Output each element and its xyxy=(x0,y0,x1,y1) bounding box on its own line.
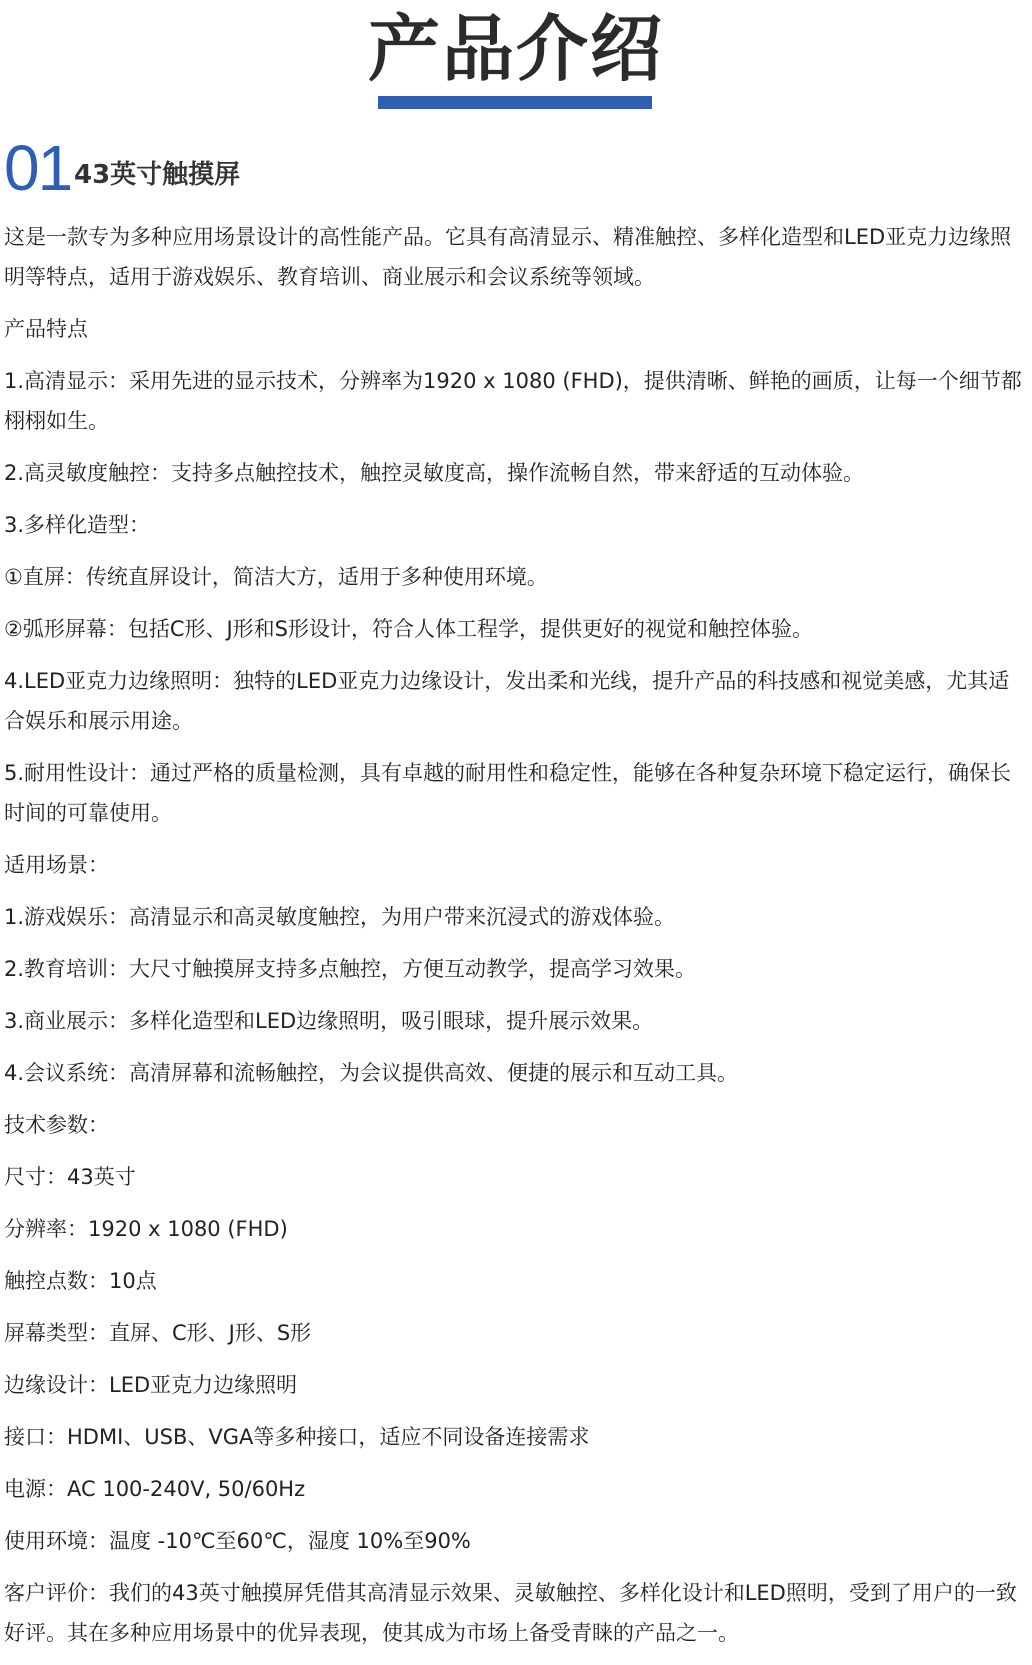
feature-item: 1.高清显示：采用先进的显示技术，分辨率为1920 x 1080 (FHD)，提供清晰、鲜艳的画质，让每一个细节都栩栩如生。 xyxy=(4,369,1022,433)
title-underline-bar xyxy=(378,96,652,109)
section-title: 43英寸触摸屏 xyxy=(74,160,241,190)
page-title: 产品介绍 xyxy=(367,7,664,91)
specs-heading: 技术参数： xyxy=(4,1113,109,1137)
feature-item: 2.高灵敏度触控：支持多点触控技术，触控灵敏度高，操作流畅自然，带来舒适的互动体验。 xyxy=(4,461,865,485)
spec-item: 分辨率：1920 x 1080 (FHD) xyxy=(4,1217,288,1241)
feature-item: 4.LED亚克力边缘照明：独特的LED亚克力边缘设计，发出柔和光线，提升产品的科技感和视觉美感，尤其适合娱乐和展示用途。 xyxy=(4,669,1010,733)
scenario-item: 1.游戏娱乐：高清显示和高灵敏度触控，为用户带来沉浸式的游戏体验。 xyxy=(4,905,676,929)
features-heading: 产品特点 xyxy=(4,317,88,341)
scenarios-heading: 适用场景： xyxy=(4,853,109,877)
section-number: 01 xyxy=(4,132,72,204)
customer-review: 客户评价：我们的43英寸触摸屏凭借其高清显示效果、灵敏触控、多样化设计和LED照明，受到了用户的一致好评。其在多种应用场景中的优异表现，使其成为市场上备受青睐的产品之一。 xyxy=(4,1581,1017,1645)
feature-item: 5.耐用性设计：通过严格的质量检测，具有卓越的耐用性和稳定性，能够在各种复杂环境下稳定运行，确保长时间的可靠使用。 xyxy=(4,761,1012,825)
scenario-item: 4.会议系统：高清屏幕和流畅触控，为会议提供高效、便捷的展示和互动工具。 xyxy=(4,1061,739,1085)
spec-item: 使用环境：温度 -10℃至60℃，湿度 10%至90% xyxy=(4,1529,471,1553)
feature-subitem: ①直屏：传统直屏设计，简洁大方，适用于多种使用环境。 xyxy=(4,565,548,589)
spec-item: 尺寸：43英寸 xyxy=(4,1165,136,1189)
spec-item: 接口：HDMI、USB、VGA等多种接口，适应不同设备连接需求 xyxy=(4,1425,590,1449)
spec-item: 触控点数：10点 xyxy=(4,1269,157,1293)
scenario-item: 3.商业展示：多样化造型和LED边缘照明，吸引眼球，提升展示效果。 xyxy=(4,1009,654,1033)
spec-item: 边缘设计：LED亚克力边缘照明 xyxy=(4,1373,298,1397)
intro-paragraph: 这是一款专为多种应用场景设计的高性能产品。它具有高清显示、精准触控、多样化造型和LED亚克力边缘照明等特点，适用于游戏娱乐、教育培训、商业展示和会议系统等领域。 xyxy=(4,225,1012,289)
product-description xyxy=(4,217,1026,1665)
spec-item: 屏幕类型：直屏、C形、J形、S形 xyxy=(4,1321,312,1345)
feature-subitem: ②弧形屏幕：包括C形、J形和S形设计，符合人体工程学，提供更好的视觉和触控体验。 xyxy=(4,617,814,641)
scenario-item: 2.教育培训：大尺寸触摸屏支持多点触控，方便互动教学，提高学习效果。 xyxy=(4,957,697,981)
spec-item: 电源：AC 100-240V, 50/60Hz xyxy=(4,1477,306,1501)
feature-item: 3.多样化造型： xyxy=(4,513,151,537)
